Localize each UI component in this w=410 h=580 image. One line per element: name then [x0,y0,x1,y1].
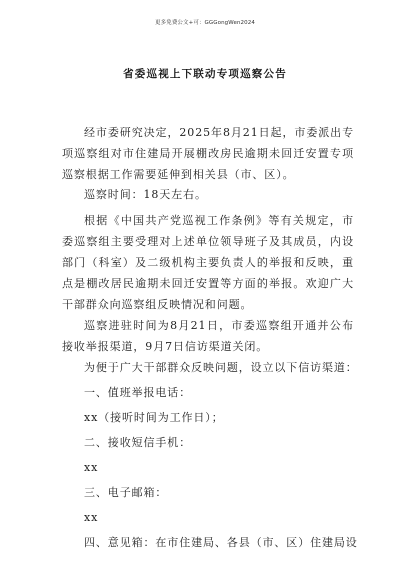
paragraph-duration: 巡察时间：18天左右。 [84,188,207,201]
paragraph-scope: 根据《中国共产党巡视工作条例》等有关规定，市委巡察组主要受理对上述单位领导班子及其成员，内设部门（科室）及二级机构主要负责人的举报和反映，重点是棚改居民逾期未回迁安置等方面的举报。欢迎广大干部群众向巡察组反映情况和问题。 [62,214,354,311]
paragraph-decision: 经市委研究决定，2025年8月21日起，市委派出专项巡察组对市住建局开展棚改房民逾期未回迁安置专项巡察根据工作需要延伸到相关县（市、区）。 [62,126,354,181]
channel-sms-value: xx [84,461,99,474]
header-note: 更多免费公文+可：GGGongWen2024 [155,20,255,26]
channel-phone-value: xx（接听时间为工作日）； [84,411,224,424]
channel-sms-heading: 二、接收短信手机： [84,436,192,449]
channel-email-heading: 三、电子邮箱： [84,486,168,499]
document-title: 省委巡视上下联动专项巡察公告 [123,68,287,80]
channel-email-value: xx [84,511,99,524]
channel-suggestion-box: 四、意见箱：在市住建局、各县（市、区）住建局设 [84,536,358,549]
paragraph-timing: 巡察进驻时间为8月21日，市委巡察组开通并公布接收举报渠道，9月7日信访渠道关闭。 [62,319,354,353]
channel-phone-heading: 一、值班举报电话： [84,386,192,399]
paragraph-channels-intro: 为便于广大干部群众反映问题，设立以下信访渠道： [84,361,358,374]
